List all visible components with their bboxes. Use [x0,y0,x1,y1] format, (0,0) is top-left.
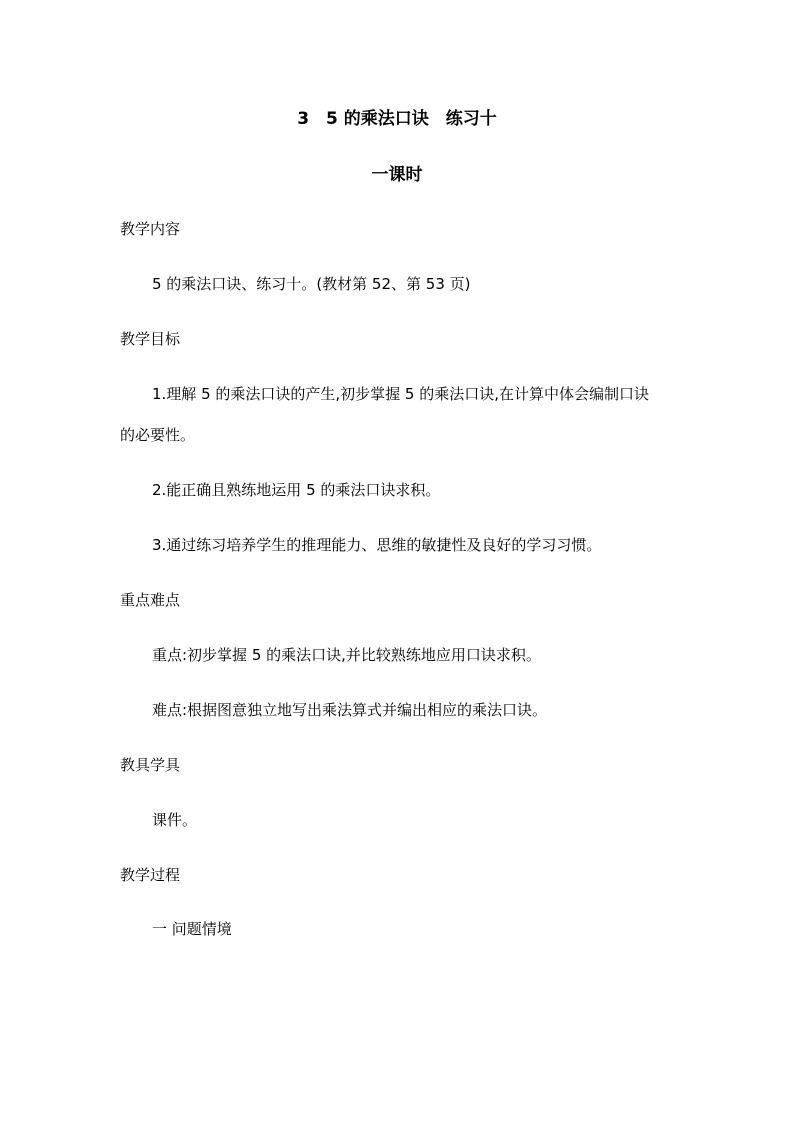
goal-item-1: 1.理解 5 的乘法口诀的产生,初步掌握 5 的乘法口诀,在计算中体会编制口诀 [152,385,650,403]
goal-item-2: 2.能正确且熟练地运用 5 的乘法口诀求积。 [152,481,441,499]
goal-item-1-continued: 的必要性。 [120,426,196,444]
document-subtitle: 一课时 [371,165,423,185]
section-heading-tools: 教具学具 [120,756,181,774]
goal-item-3: 3.通过练习培养学生的推理能力、思维的敏捷性及良好的学习习惯。 [152,536,602,554]
section-heading-goals: 教学目标 [120,330,181,348]
content-text: 5 的乘法口诀、练习十。(教材第 52、第 53 页) [152,275,471,293]
section-heading-key-points: 重点难点 [120,591,181,609]
document-title: 3 5 的乘法口诀 练习十 [297,109,497,129]
difficulty-text: 难点:根据图意独立地写出乘法算式并编出相应的乘法口诀。 [152,701,548,719]
section-heading-process: 教学过程 [120,866,181,884]
process-step-1: 一 问题情境 [152,920,232,938]
section-heading-content: 教学内容 [120,220,181,238]
key-point-text: 重点:初步掌握 5 的乘法口诀,并比较熟练地应用口诀求积。 [152,646,541,664]
tools-text: 课件。 [152,811,198,829]
